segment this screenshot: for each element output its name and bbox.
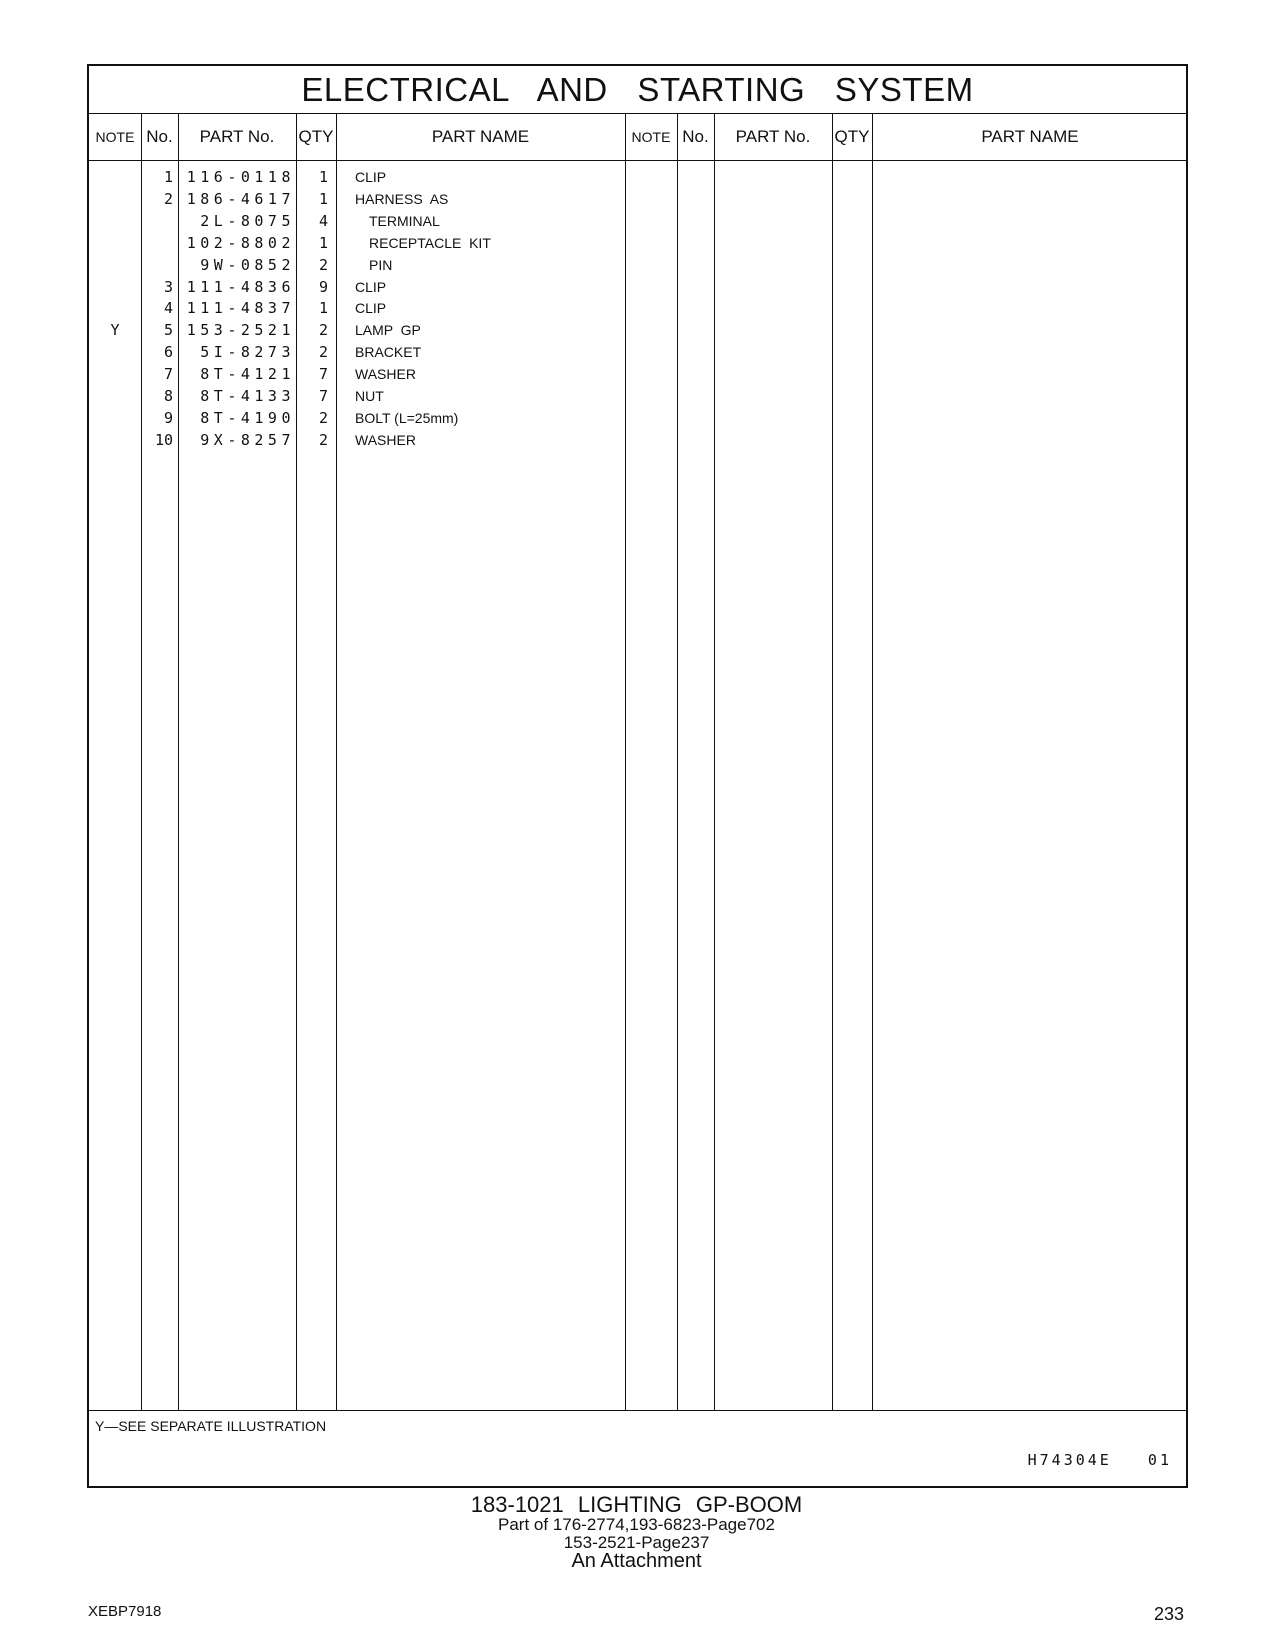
part-name-cell: BOLT (L=25mm) [355,409,459,426]
header-no-left: No. [146,127,173,146]
part-number-cell: 5I-8273 [200,343,295,362]
part-name-cell: WASHER [355,431,416,448]
part-name-cell: WASHER [355,366,416,383]
column-divider [872,113,873,1410]
part-name-cell: CLIP [355,278,387,295]
item-number-cell: 1 [163,168,173,186]
table-row [89,341,639,363]
part-number-cell: 8T-4121 [200,365,295,384]
item-number-cell: 5 [163,321,173,340]
header-part-no-right: PART No. [735,127,811,146]
item-number-cell: 4 [163,299,173,318]
table-row [89,210,639,232]
part-number-cell: 111-4836 [186,277,295,296]
part-name-cell: HARNESS AS [355,190,449,207]
quantity-cell: 1 [318,189,328,208]
item-number-cell: 3 [163,277,173,296]
part-name-cell: CLIP [355,169,387,185]
part-name-cell: LAMP GP [355,322,421,339]
group-caption-part-of: Part of 176-2774,193-6823-Page702 [498,1515,775,1534]
table-row [89,385,639,407]
group-caption-attachment: An Attachment [571,1550,702,1572]
quantity-cell: 1 [318,168,328,186]
page-number: 233 [1154,1604,1185,1624]
group-caption-title: 183-1021 LIGHTING GP-BOOM [470,1492,803,1517]
part-name-cell: NUT [355,388,384,404]
part-number-cell: 153-2521 [186,321,295,340]
quantity-cell: 2 [318,343,328,362]
table-row [89,297,639,319]
header-part-no-left: PART No. [199,127,275,146]
parts-table [87,64,1188,1488]
part-name-cell: BRACKET [355,344,422,361]
table-row [89,319,639,341]
part-name-cell: CLIP [355,300,387,317]
part-number-cell: 9W-0852 [200,255,295,274]
quantity-cell: 2 [318,321,328,340]
part-number-cell: 102-8802 [186,233,295,252]
part-number-cell: 8T-4190 [200,408,295,427]
header-note-right: NOTE [631,129,671,145]
part-number-cell: 186-4617 [186,189,295,208]
item-number-cell: 9 [163,408,173,427]
item-number-cell: 6 [163,343,173,362]
table-row [89,276,639,298]
part-number-cell: 2L-8075 [200,211,295,230]
item-number-cell: 10 [154,430,173,449]
column-divider [832,113,833,1410]
part-number-cell: 8T-4133 [200,387,295,405]
table-row [89,166,639,188]
header-part-name-right: PART NAME [981,127,1079,146]
table-row [89,363,639,385]
quantity-cell: 2 [318,255,328,274]
part-name-cell: PIN [369,256,393,273]
item-number-cell: 8 [163,387,173,405]
group-caption-reference: 153-2521-Page237 [563,1533,710,1552]
item-number-cell: 7 [163,365,173,384]
column-divider [714,113,715,1410]
header-qty-left: QTY [298,127,334,146]
quantity-cell: 1 [318,299,328,318]
table-row [89,407,639,429]
quantity-cell: 7 [318,387,328,405]
quantity-cell: 4 [318,211,328,230]
part-number-cell: 9X-8257 [200,430,295,449]
table-row [89,232,639,254]
header-divider [89,160,1186,161]
part-number-cell: 116-0118 [186,168,295,186]
footer-divider [89,1410,1186,1411]
part-name-cell: RECEPTACLE KIT [369,234,491,251]
quantity-cell: 2 [318,430,328,449]
table-row [89,188,639,210]
page-title: ELECTRICAL AND STARTING SYSTEM [89,66,1186,114]
quantity-cell: 2 [318,408,328,427]
table-row [89,429,639,451]
quantity-cell: 7 [318,365,328,384]
document-id: XEBP7918 [88,1603,162,1620]
note-cell: Y [110,321,120,340]
header-part-name-left: PART NAME [431,127,530,146]
column-divider [677,113,678,1410]
legend-note: Y—SEE SEPARATE ILLUSTRATION [95,1418,327,1434]
illustration-code: H74304E 01 [1027,1451,1172,1469]
header-note-left: NOTE [95,129,135,145]
table-row [89,254,639,276]
item-number-cell: 2 [163,189,173,208]
part-number-cell: 111-4837 [186,299,295,318]
header-qty-right: QTY [834,127,870,146]
quantity-cell: 9 [318,277,328,296]
part-name-cell: TERMINAL [369,212,440,229]
header-no-right: No. [682,127,709,146]
quantity-cell: 1 [318,233,328,252]
